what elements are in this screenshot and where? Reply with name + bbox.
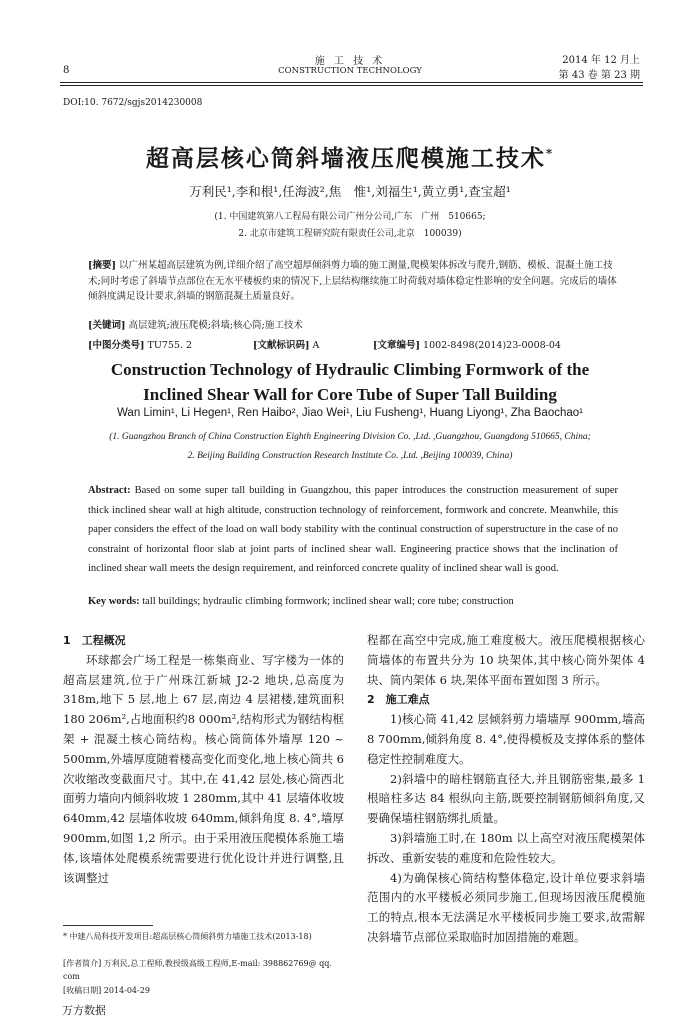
- abstract-en: [88, 481, 618, 579]
- title-footnote-mark: *: [545, 146, 555, 161]
- difficulty-item-4: 4)为确保核心筒结构整体稳定,设计单位要求斜墙范围内的水平楼板必须同步施工,但现场因液压爬模施工的特点,根本无法满足水平楼板同步施工要求,故需解决斜墙节点部位采取临时加固措施的难题。: [367, 870, 645, 944]
- doc-code: [253, 337, 373, 351]
- authors-en: Wan Limin¹, Li Hegen¹, Ren Haibo², Jiao Wei¹, Liu Fusheng¹, Huang Liyong¹, Zha Baochao¹: [117, 407, 583, 419]
- authors: 万利民¹,李和根¹,任海波²,焦 惟¹,刘福生¹,黄立勇¹,查宝超¹: [189, 184, 511, 199]
- header-rule-thick: [60, 82, 643, 83]
- keywords-en-text: tall buildings; hydraulic climbing formwork; inclined shear wall; core tube; construction: [142, 596, 514, 607]
- footnote-rule: [63, 925, 153, 926]
- abstract-cn-text: 以广州某超高层建筑为例,详细介绍了高空超厚倾斜剪力墙的施工测量,爬模架体拆改与爬升,钢筋、模板、混凝土施工技术;同时考虑了斜墙节点部位在无水平楼板约束的情况下,上层结构继续施工时荷载对墙体稳定性影响的安全问题。完成后的墙体倾斜度满足设计要求,斜墙的钢筋混凝土质量良好。: [88, 260, 617, 302]
- affiliation-1: (1. 中国建筑第八工程局有限公司广州分公司,广东 广州 510665;: [214, 212, 486, 222]
- doc-code-label: [文献标识码]: [253, 340, 310, 351]
- article-number: [373, 337, 561, 351]
- body-right-column: [367, 631, 645, 948]
- paper-title: [0, 140, 700, 173]
- journal-title-en: CONSTRUCTION TECHNOLOGY: [278, 66, 422, 76]
- keywords-cn-label: [关键词]: [88, 320, 126, 331]
- section-1-paragraph-continued: 程都在高空中完成,施工难度极大。液压爬模根据核心筒墙体的布置共分为 10 块架体,其中核心筒外架体 4 块、筒内架体 6 块,架体平面布置如图 3 所示。: [367, 633, 645, 687]
- section-2-heading: 2 施工难点: [367, 693, 430, 707]
- journal-title-cn: 施 工 技 术: [314, 56, 386, 67]
- section-1-heading: 1 工程概况: [63, 634, 126, 647]
- keywords-en: [88, 596, 618, 607]
- affiliation-en-2: 2. Beijing Building Construction Research Institute Co. ,Ltd. ,Beijing 100039, China): [187, 451, 513, 461]
- paper-title-en-line-1: Construction Technology of Hydraulic Climbing Formwork of the: [110, 360, 590, 379]
- keywords-cn-text: 高层建筑;液压爬模;斜墙;核心筒;施工技术: [128, 320, 303, 331]
- issue-date: 2014 年 12 月上: [562, 55, 640, 66]
- difficulty-item-2: 2)斜墙中的暗柱钢筋直径大,并且钢筋密集,最多 1 根暗柱多达 84 根纵向主筋,既要控制钢筋倾斜角度,又要确保墙柱钢筋绑扎质量。: [367, 771, 645, 826]
- footnote-funding: * 中建八局科技开发项目:超高层核心筒倾斜剪力墙施工技术(2013-18): [63, 932, 312, 941]
- page-number: 8: [63, 65, 70, 76]
- body-left-column: [63, 631, 344, 888]
- section-1-paragraph: 环球都会广场工程是一栋集商业、写字楼为一体的超高层建筑,位于广州珠江新城 J2-2 地块,总高度为 318m,地下 5 层,地上 67 层,南边 4 层裙楼,建筑面积180 206m²,占地面积约8 000m²,结构形式为钢结构框架 + 混凝土核心筒结构。核心筒筒体外墙厚 120 ~ 500mm,外墙厚度随着楼高变化而变化,地上核心筒共 6 次收缩改变截面尺寸。其中,在 41,42 层处,核心筒西北面剪力墙向内倾斜收坡 1 280mm,其中 41 层墙体收坡 640mm,42 层墙体收坡 640mm,倾斜角度 8. 4°,墙厚 900mm,如图 1,2 所示。由于采用液压爬模体系施工墙体,该墙体处爬模系统需要进行优化设计并进行调整,且该调整过: [63, 652, 344, 885]
- header-rule-thin: [60, 85, 643, 86]
- watermark: 万方数据: [62, 1004, 106, 1017]
- affiliation-en-1: (1. Guangzhou Branch of China Construction Eighth Engineering Division Co. ,Ltd. ,Guangzhou, Guangdong 510665, China;: [109, 432, 591, 442]
- abstract-en-label: Abstract:: [88, 485, 131, 496]
- doc-code-value: A: [312, 340, 320, 351]
- classification-line: [88, 337, 618, 351]
- paper-title-text: 超高层核心筒斜墙液压爬模施工技术: [145, 145, 546, 172]
- volume-issue: 第 43 卷 第 23 期: [558, 70, 640, 81]
- clc: [88, 337, 253, 351]
- keywords-en-label: Key words:: [88, 596, 140, 607]
- doi: DOI:10. 7672/sgjs2014230008: [63, 98, 203, 108]
- clc-value: TU755. 2: [147, 340, 193, 351]
- clc-label: [中图分类号]: [88, 340, 145, 351]
- paper-title-en: [0, 357, 700, 407]
- difficulty-item-3: 3)斜墙施工时,在 180m 以上高空对液压爬模架体拆改、重新安装的难度和危险性较大。: [367, 830, 645, 865]
- affiliation-2: 2. 北京市建筑工程研究院有限责任公司,北京 100039): [238, 229, 462, 239]
- abstract-cn-label: [摘要]: [88, 260, 116, 271]
- abstract-cn: [88, 258, 618, 305]
- keywords-cn: [88, 318, 618, 334]
- article-number-label: [文章编号]: [373, 340, 420, 351]
- difficulty-item-1: 1)核心筒 41,42 层倾斜剪力墙墙厚 900mm,墙高8 700mm,倾斜角度 8. 4°,使得模板及支撑体系的整体稳定性控制难度大。: [367, 712, 645, 766]
- abstract-en-text: Based on some super tall building in Guangzhou, this paper introduces the construction measurement of super thick inclined shear wall at high altitude, construction technology of reinforcement, formwork and concrete. Meanwhile, this paper considers the effect of the load on wall body stability with the continual construction of superstructure in the case of no constraint of horizontal floor slab at joint parts of inclined shear wall. Engineering practice shows that the inclination of inclined shear wall meets the design requirement, and reinforced concrete quality of inclined shear wall is good.: [88, 485, 619, 574]
- footnote-received-date: [收稿日期] 2014-04-29: [63, 986, 150, 995]
- footnote-author-bio: [作者简介] 万利民,总工程师,教授级高级工程师,E-mail: 398862769@ qq. com: [63, 959, 332, 981]
- paper-title-en-line-2: Inclined Shear Wall for Core Tube of Super Tall Building: [143, 385, 557, 404]
- article-number-value: 1002-8498(2014)23-0008-04: [423, 340, 561, 351]
